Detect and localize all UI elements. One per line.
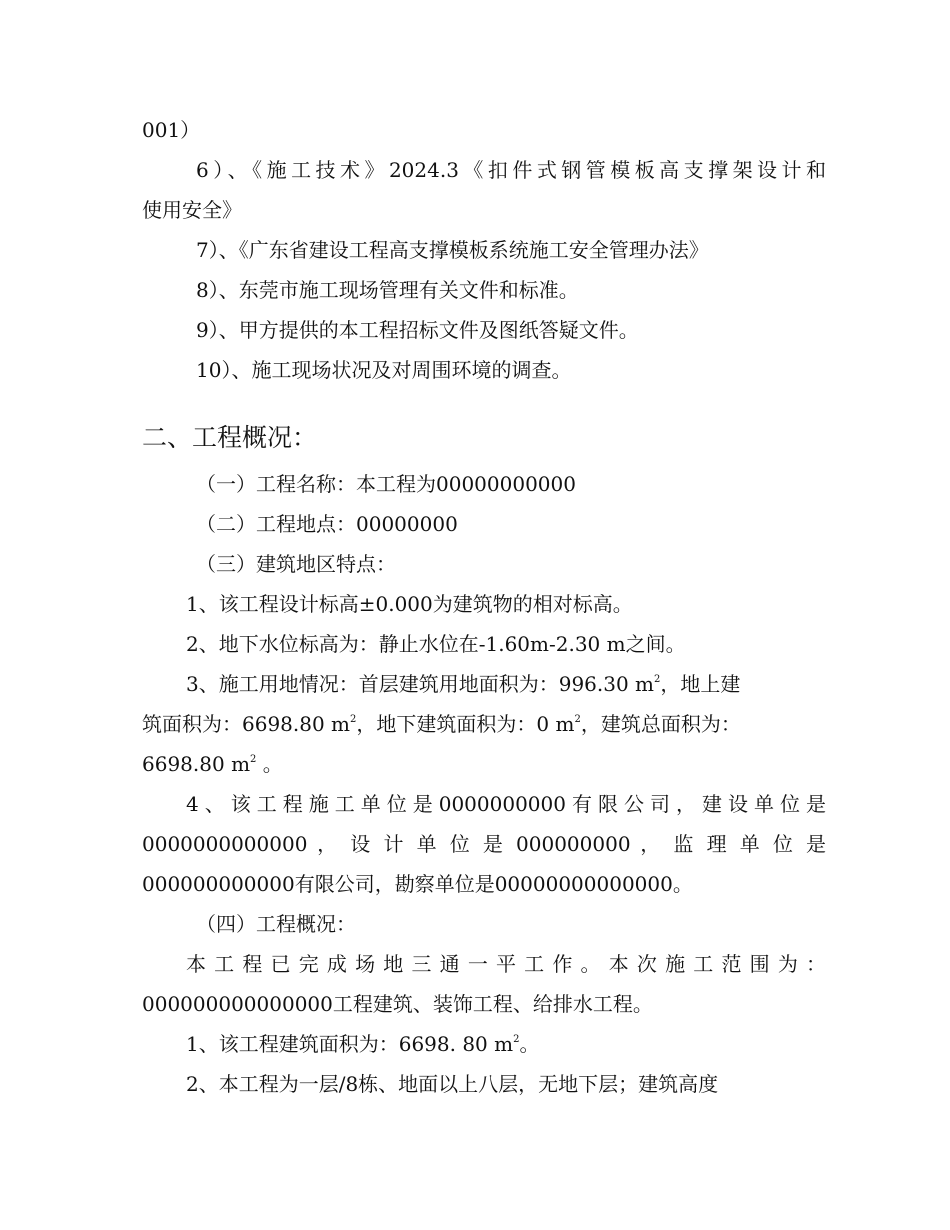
ref-item-6-cont: 使用安全》: [142, 198, 242, 222]
overview-title: （四）工程概况：: [196, 912, 356, 936]
ref-item-8: 8）、东莞市施工现场管理有关文件和标准。: [196, 278, 579, 302]
feature-3-line-2: 筑面积为：6698.80 $m^2$，地下建筑面积为：0 $m^2$，建筑总面积为：: [142, 712, 741, 736]
feature-3-line-3: 6698.80 $m^2$ 。: [142, 752, 283, 776]
feature-4-line-2: 0000000000000 ， 设 计 单 位 是 000000000 ， 监 理 单 位 是: [142, 832, 826, 856]
overview-item-1: 1、该工程建筑面积为：6698. 80 $m^2$。: [186, 1032, 540, 1056]
ref-item-10: 10）、施工现场状况及对周围环境的调查。: [196, 358, 572, 382]
project-location: （二）工程地点：00000000: [196, 512, 458, 536]
feature-3-line-1: 3、施工用地情况：首层建筑用地面积为：996.30 $m^2$，地上建: [186, 672, 741, 696]
overview-line-2: 000000000000000工程建筑、装饰工程、给排水工程。: [142, 992, 653, 1016]
overview-line-1: 本工程已完成场地三通一平工作。本次施工范围为：: [186, 952, 826, 976]
section-heading: 二、工程概况：: [142, 423, 318, 452]
feature-4-line-1: 4、该工程施工单位是0000000000有限公司，建设单位是: [186, 792, 826, 816]
feature-4-line-3: 000000000000有限公司，勘察单位是00000000000000。: [142, 872, 693, 896]
feature-2: 2、地下水位标高为：静止水位在-1.60m-2.30 m之间。: [186, 632, 686, 656]
overview-item-2: 2、本工程为一层/8栋、地面以上八层，无地下层；建筑高度: [186, 1072, 719, 1096]
ref-continuation: 001）: [142, 118, 201, 142]
ref-item-6: 6）、《施工技术》2024.3《扣件式钢管模板高支撑架设计和: [196, 158, 826, 182]
features-title: （三）建筑地区特点：: [196, 552, 396, 576]
ref-item-9: 9）、甲方提供的本工程招标文件及图纸答疑文件。: [196, 318, 639, 342]
ref-item-7: 7）、《广东省建设工程高支撑模板系统施工安全管理办法》: [196, 238, 709, 262]
project-name: （一）工程名称：本工程为00000000000: [196, 472, 576, 496]
feature-1: 1、该工程设计标高±0.000为建筑物的相对标高。: [186, 592, 633, 616]
